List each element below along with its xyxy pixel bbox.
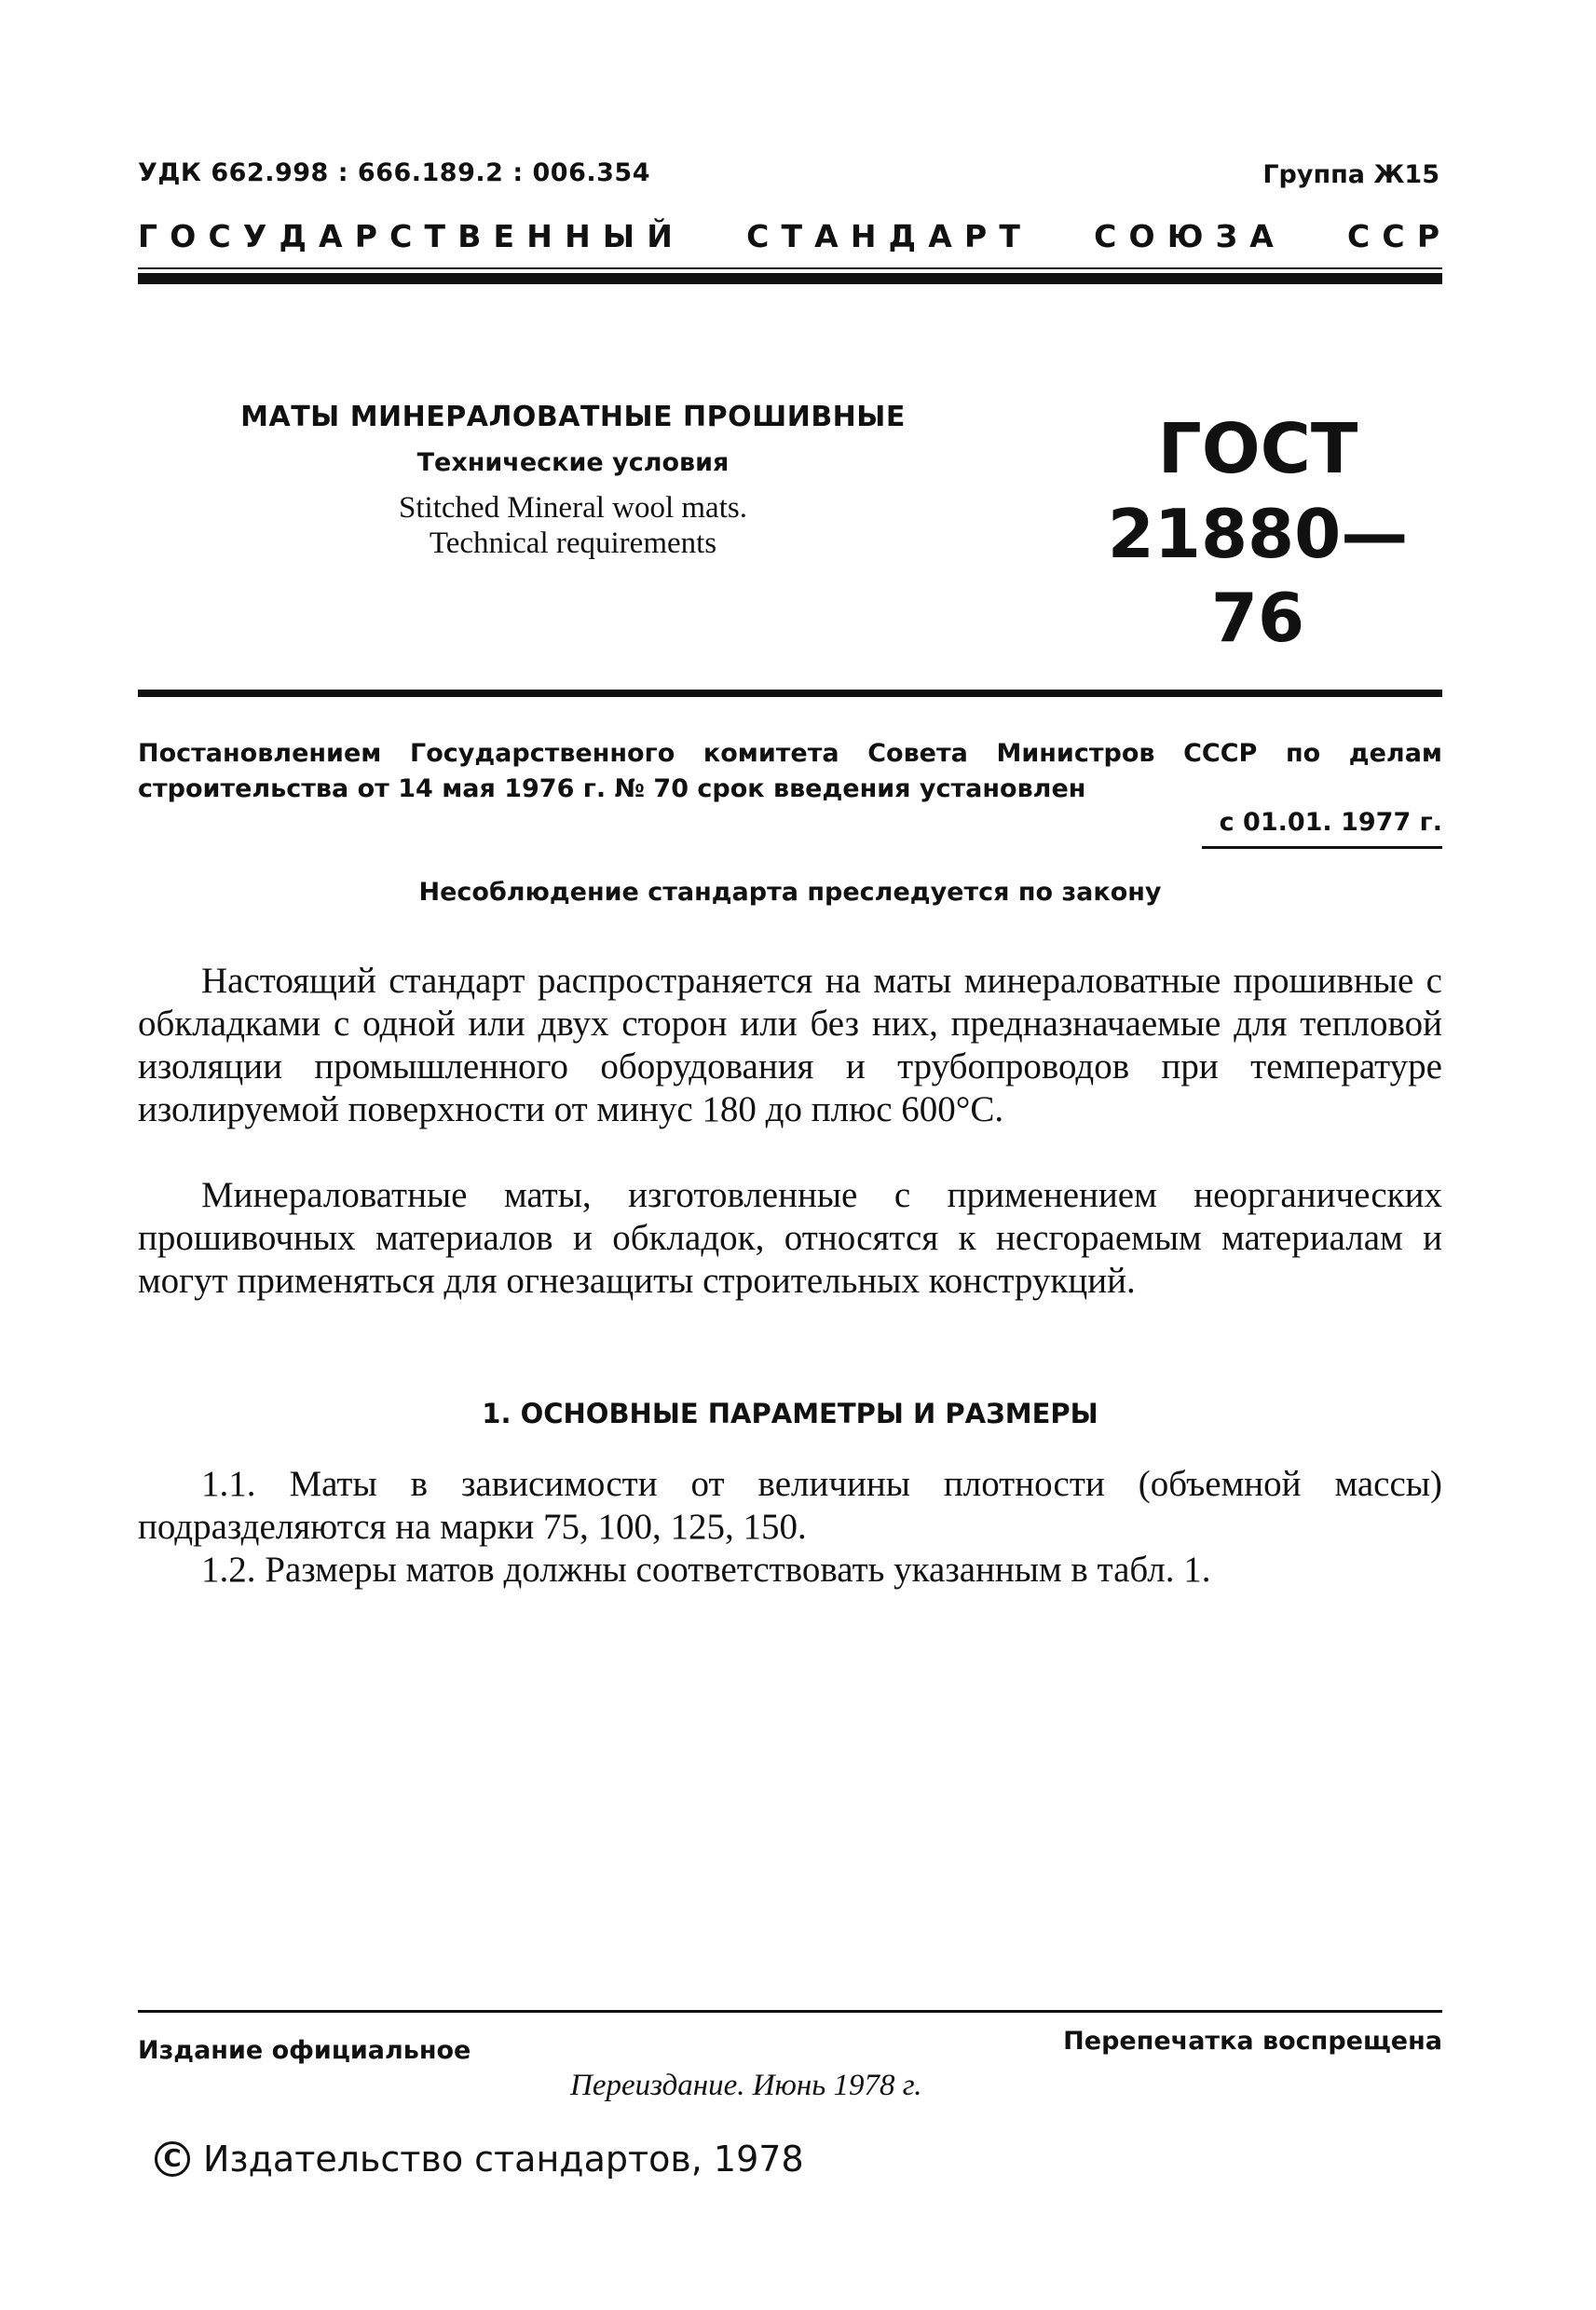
official-edition-label: Издание официальное — [138, 2036, 471, 2065]
gost-number: 21880—76 — [1107, 495, 1409, 657]
document-title-english — [214, 490, 932, 561]
reprint-edition-note: Переиздание. Июнь 1978 г. — [570, 2069, 922, 2102]
no-reprint-label: Перепечатка воспрещена — [1063, 2027, 1442, 2056]
item-1-2: 1.2. Размеры матов должны соответствовать указанным в табл. 1. — [201, 1550, 1211, 1590]
middle-rule — [138, 690, 1442, 697]
document-subtitle: Технические условия — [416, 448, 730, 477]
law-notice: Несоблюдение стандарта преследуется по закону — [418, 878, 1162, 907]
group-code: Группа Ж15 — [1262, 160, 1439, 189]
effective-date-underline — [1202, 846, 1442, 849]
decree-text: Постановлением Государственного комитета Совета Министров СССР по делам строительства от 14 мая 1976 г. № 70 срок введения установлен — [138, 739, 1442, 803]
document-title: МАТЫ МИНЕРАЛОВАТНЫЕ ПРОШИВНЫЕ — [240, 401, 906, 433]
top-thin-rule — [138, 267, 1442, 269]
paragraph-text: Минераловатные маты, изготовленные с применением неорганических прошивочных материалов и обкладок, относятся к несгораемым материалам и могут применяться для огнезащиты строительных конструкций. — [138, 1175, 1442, 1301]
copyright-line — [155, 2139, 804, 2180]
footer-rule — [138, 2010, 1442, 2013]
title-english-line-1: Stitched Mineral wool mats. — [399, 491, 747, 525]
copyright-text: Издательство стандартов, 1978 — [203, 2139, 804, 2180]
banner-word: С С Р — [1347, 218, 1439, 254]
state-standard-banner — [138, 218, 1439, 254]
item-1-1: 1.1. Маты в зависимости от величины плотности (объемной массы) подразделяются на марки 75, 100, 125, 150. — [138, 1464, 1442, 1547]
paragraph-text: Настоящий стандарт распространяется на маты минераловатные прошивные с обкладками с одной или двух сторон или без них, предназначаемые для тепловой изоляции промышленного оборудования и трубопроводов при температуре изолируемой поверхности от минус 180 до плюс 600°С. — [138, 961, 1442, 1129]
title-block — [214, 401, 932, 561]
fire-protection-paragraph — [138, 1174, 1442, 1303]
banner-word: Г О С У Д А Р С Т В Е Н Н Ы Й — [138, 218, 673, 254]
title-english-line-2: Technical requirements — [429, 526, 717, 560]
section-1-items — [138, 1463, 1442, 1592]
effective-date: с 01.01. 1977 г. — [1219, 808, 1442, 837]
top-thick-rule — [138, 273, 1442, 284]
udk-code: УДК 662.998 : 666.189.2 : 006.354 — [138, 158, 651, 187]
banner-word: С О Ю З А — [1094, 218, 1274, 254]
banner-word: С Т А Н Д А Р Т — [746, 218, 1020, 254]
section-heading: 1. ОСНОВНЫЕ ПАРАМЕТРЫ И РАЗМЕРЫ — [482, 1398, 1098, 1429]
gost-designation — [1090, 410, 1425, 660]
gost-label: ГОСТ — [1157, 409, 1358, 489]
scope-paragraph — [138, 960, 1442, 1131]
copyright-icon: C — [155, 2141, 190, 2177]
